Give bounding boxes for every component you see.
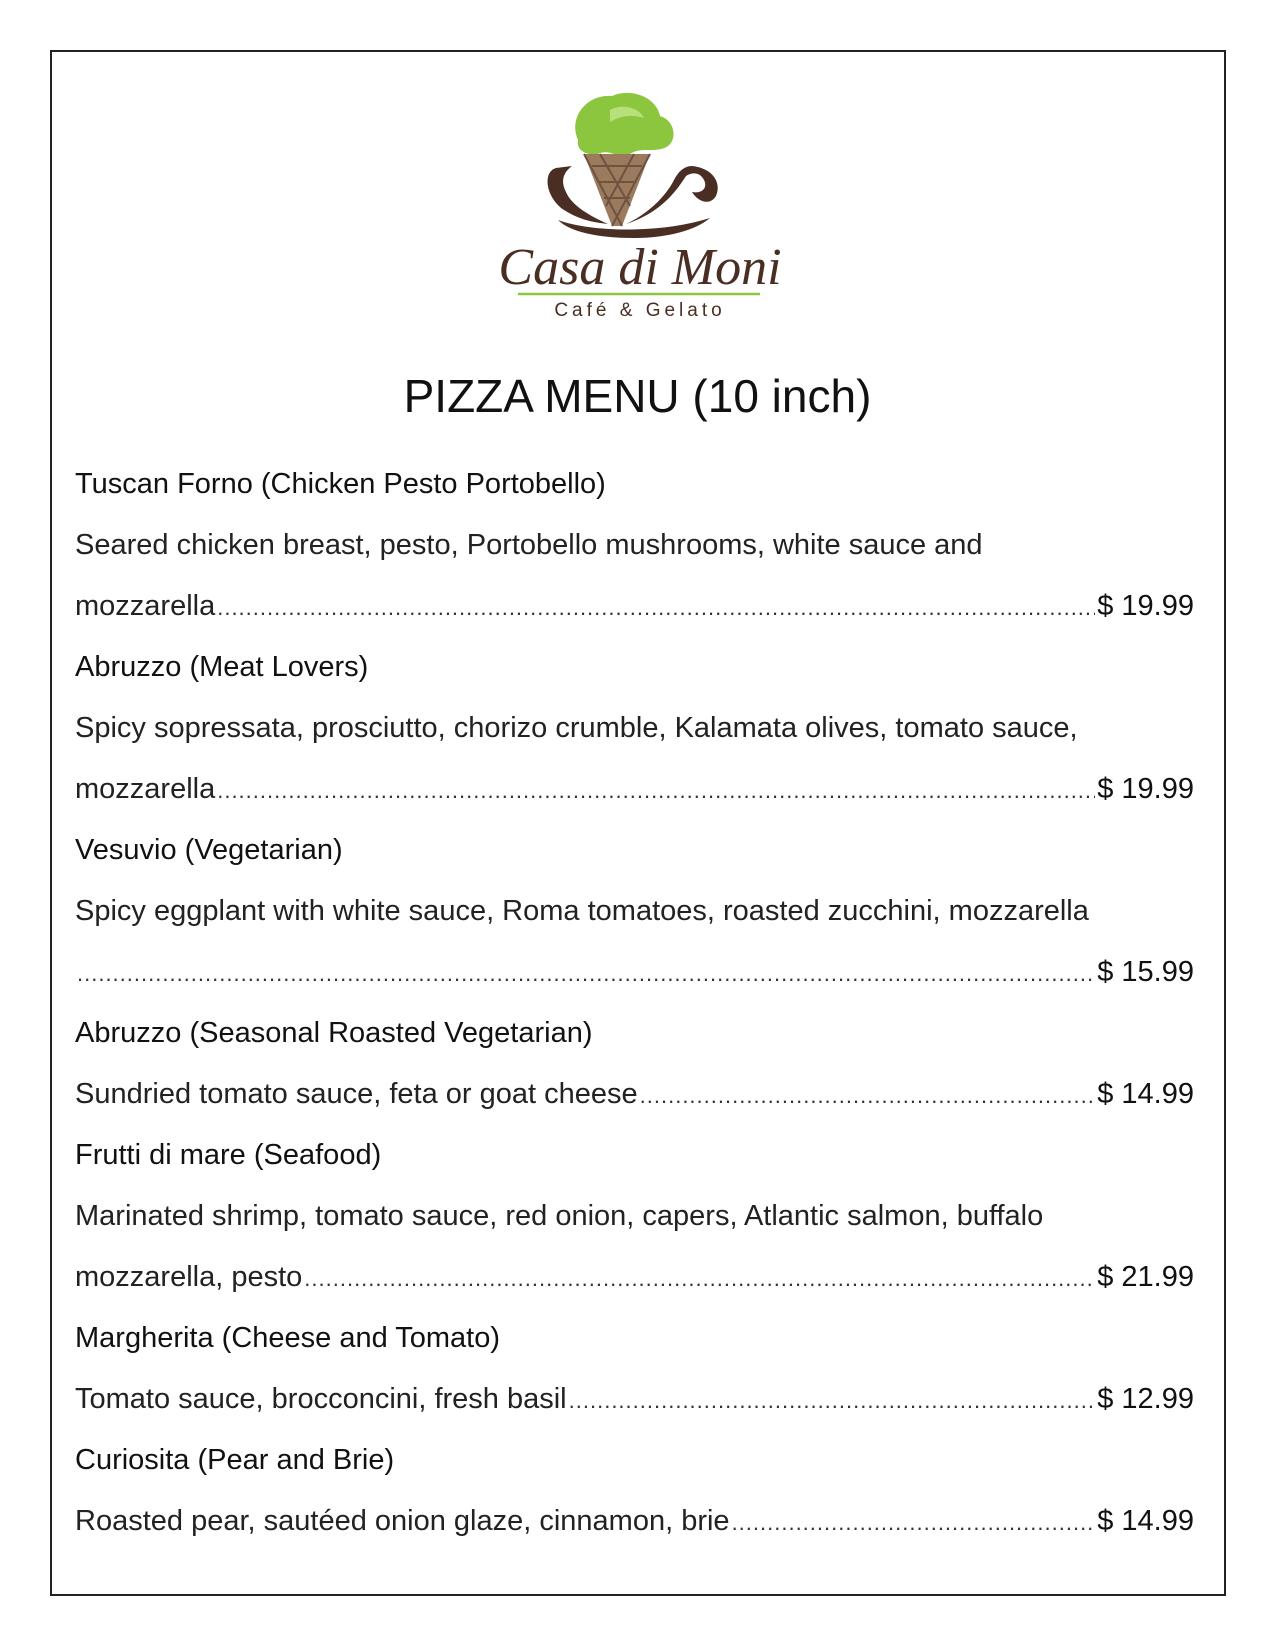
menu-item-description: Seared chicken breast, pesto, Portobello mushrooms, white sauce and [75,529,983,561]
menu-item-description: Roasted pear, sautéed onion glaze, cinnamon, brie [75,1505,730,1537]
menu-item-name: Abruzzo (Meat Lovers) [75,651,369,683]
dot-leader [569,1370,1096,1430]
menu-item-price: $ 14.99 [1097,1078,1194,1110]
menu-item-price: $ 12.99 [1097,1383,1194,1415]
brand-logo [460,88,820,328]
svg-text:Casa di Moni: Casa di Moni [498,239,782,296]
menu-item-price: $ 21.99 [1097,1261,1194,1293]
dot-leader [217,760,1095,820]
menu-item-name: Tuscan Forno (Chicken Pesto Portobello) [75,468,606,500]
menu-item-name: Margherita (Cheese and Tomato) [75,1322,501,1354]
menu-item-price: $ 19.99 [1097,590,1194,622]
dot-leader [640,1065,1096,1125]
menu-item-description-cont: mozzarella, pesto [75,1261,303,1293]
menu-item-price-row [75,1491,1200,1552]
page-title: PIZZA MENU (10 inch) [403,370,872,422]
menu-item-description: Spicy sopressata, prosciutto, chorizo crumble, Kalamata olives, tomato sauce, [75,712,1078,744]
dot-leader [304,1248,1095,1308]
menu-item-price-row [75,1064,1200,1125]
menu-item-description: Marinated shrimp, tomato sauce, red onion, capers, Atlantic salmon, buffalo [75,1200,1044,1232]
menu-item-price-row [75,1247,1200,1308]
menu-item-name: Vesuvio (Vegetarian) [75,834,343,866]
svg-text:Café & Gelato: Café & Gelato [554,300,726,321]
dot-leader [217,577,1095,637]
menu-item-price-row [75,576,1200,637]
menu-item-price-row [75,942,1200,1003]
menu-list [75,454,1200,1552]
menu-item-name: Abruzzo (Seasonal Roasted Vegetarian) [75,1017,593,1049]
gelato-cup-logo-icon [460,88,820,328]
menu-item-name: Curiosita (Pear and Brie) [75,1444,395,1476]
dot-leader [77,943,1095,1003]
menu-item-price-row [75,759,1200,820]
menu-item-description-cont: mozzarella [75,773,216,805]
menu-item-price: $ 15.99 [1097,956,1194,988]
menu-item-price-row [75,1369,1200,1430]
menu-item-description: Tomato sauce, brocconcini, fresh basil [75,1383,567,1415]
menu-item-name: Frutti di mare (Seafood) [75,1139,382,1171]
menu-item-description: Sundried tomato sauce, feta or goat cheese [75,1078,638,1110]
menu-item-description: Spicy eggplant with white sauce, Roma tomatoes, roasted zucchini, mozzarella [75,895,1089,927]
menu-item-price: $ 14.99 [1097,1505,1194,1537]
menu-item-description-cont: mozzarella [75,590,216,622]
dot-leader [732,1492,1096,1552]
menu-item-price: $ 19.99 [1097,773,1194,805]
